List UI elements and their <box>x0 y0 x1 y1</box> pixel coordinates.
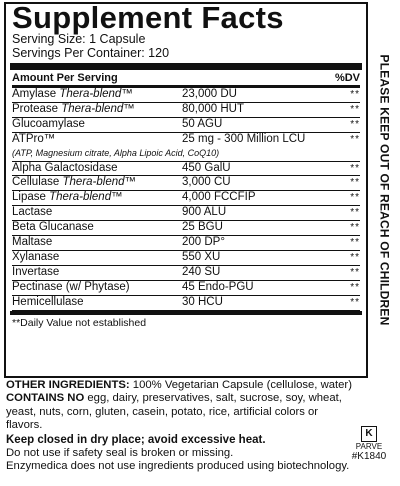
nutrient-dv: ** <box>322 221 360 236</box>
table-row <box>12 295 360 310</box>
nutrient-name <box>12 102 182 117</box>
serving-size: Serving Size: 1 Capsule <box>12 32 146 46</box>
nutrient-amount: 23,000 DU <box>182 88 322 102</box>
table-row <box>12 221 360 236</box>
nutrient-dv: ** <box>322 265 360 280</box>
servings-per-container: Servings Per Container: 120 <box>12 45 170 60</box>
side-warning-text: PLEASE KEEP OUT OF REACH OF CHILDREN <box>377 54 392 326</box>
nutrient-dv: ** <box>322 206 360 221</box>
nutrient-dv: ** <box>322 176 360 191</box>
nutrient-amount: 45 Endo-PGU <box>182 280 322 295</box>
nutrient-dv: ** <box>322 236 360 251</box>
nutrient-dv: ** <box>322 102 360 117</box>
nutrient-name <box>12 236 182 251</box>
dv-footnote: **Daily Value not established <box>12 316 147 329</box>
blend-label: Thera-blend™ <box>62 176 137 189</box>
nutrient-name <box>12 265 182 280</box>
nutrient-dv: ** <box>350 133 360 145</box>
header-amount: Amount Per Serving <box>12 72 118 84</box>
nutrient-name-text: Maltase <box>12 236 53 249</box>
ingredients-info <box>6 379 396 474</box>
thick-rule <box>10 63 362 70</box>
seal-warning: Do not use if safety seal is broken or missing. <box>6 447 234 460</box>
nutrient-amount: 50 AGU <box>182 117 322 132</box>
table-row <box>12 117 360 132</box>
nutrient-name-text: Invertase <box>12 265 60 278</box>
nutrient-name-text: Protease <box>12 102 59 115</box>
kosher-code: #K1840 <box>351 451 387 462</box>
blend-label: Thera-blend™ <box>59 88 133 100</box>
nutrient-dv: ** <box>322 250 360 265</box>
panel-title: Supplement Facts <box>12 0 284 35</box>
other-ingredients-text: 100% Vegetarian Capsule (cellulose, water) <box>129 379 352 391</box>
nutrient-amount: 4,000 FCCFIP <box>182 191 322 206</box>
contains-no-text: egg, dairy, preservatives, salt, sucrose, soy, wheat, yeast, nuts, corn, gluten, casein, potato, rice, artificial colors or flavors. <box>6 392 342 432</box>
table-row <box>12 161 360 176</box>
nutrient-dv: ** <box>322 280 360 295</box>
nutrient-name <box>12 206 182 221</box>
kosher-parve: PARVE <box>355 442 383 451</box>
table-row <box>12 280 360 295</box>
kosher-badge <box>343 426 395 462</box>
table-row <box>12 236 360 251</box>
nutrient-name-text: Pectinase (w/ Phytase) <box>12 280 130 293</box>
nutrient-name-text: Cellulase <box>12 176 60 189</box>
table-row <box>12 88 360 102</box>
nutrient-name-text: Lipase <box>12 191 46 204</box>
nutrient-name <box>12 280 182 295</box>
nutrient-dv: ** <box>322 191 360 206</box>
nutrient-name-text: Glucoamylase <box>12 117 85 130</box>
nutrient-amount: 25 BGU <box>182 221 322 236</box>
nutrient-dv: ** <box>322 88 360 102</box>
nutrient-name <box>12 191 182 206</box>
nutrient-name-text: Hemicellulase <box>12 295 84 308</box>
nutrient-dv: ** <box>322 161 360 176</box>
nutrient-name <box>12 295 182 310</box>
blend-label: Thera-blend™ <box>49 191 123 204</box>
nutrient-dv: ** <box>322 295 360 310</box>
biotech-statement: Enzymedica does not use ingredients produced using biotechnology. <box>6 460 350 473</box>
nutrient-name-text: Amylase <box>12 88 57 100</box>
nutrient-amount: 30 HCU <box>182 295 322 310</box>
nutrient-amount: 450 GalU <box>182 161 322 176</box>
table-row <box>12 206 360 221</box>
nutrient-name <box>12 88 182 102</box>
nutrient-name-text: Alpha Galactosidase <box>12 161 118 174</box>
table-row <box>12 132 360 146</box>
nutrient-name-text: Xylanase <box>12 250 60 263</box>
nutrient-amount: 3,000 CU <box>182 176 322 191</box>
supplement-facts-panel <box>4 2 368 378</box>
table-row <box>12 102 360 117</box>
nutrient-name <box>12 161 182 176</box>
nutrient-name <box>12 221 182 236</box>
other-ingredients-label: OTHER INGREDIENTS: <box>6 379 130 391</box>
table-header <box>12 70 360 88</box>
nutrient-amount: 80,000 HUT <box>182 102 322 117</box>
nutrient-name <box>12 250 182 265</box>
table-row <box>12 191 360 206</box>
contains-no <box>6 392 346 432</box>
facts-table <box>12 88 360 311</box>
other-ingredients <box>6 379 396 392</box>
nutrient-dv: ** <box>322 117 360 132</box>
nutrient-name <box>12 117 182 132</box>
contains-no-label: CONTAINS NO <box>6 392 85 405</box>
nutrient-name <box>12 176 182 191</box>
nutrient-amount: 25 mg - 300 Million LCU <box>182 132 306 145</box>
nutrient-amount: 200 DP° <box>182 236 322 251</box>
nutrient-name-text: Lactase <box>12 206 53 219</box>
atpro-note-row <box>12 147 360 161</box>
nutrient-name <box>12 132 182 146</box>
blend-label: Thera-blend™ <box>61 102 135 115</box>
table-row <box>12 250 360 265</box>
nutrient-amount: 900 ALU <box>182 206 322 221</box>
nutrient-amount: 240 SU <box>182 265 322 280</box>
nutrient-name-text: ATPro™ <box>12 132 56 145</box>
header-dv: %DV <box>334 72 360 84</box>
atpro-note: (ATP, Magnesium citrate, Alpha Lipoic Acid, CoQ10) <box>12 147 360 161</box>
side-warning <box>370 2 398 378</box>
table-row <box>12 176 360 191</box>
table-row <box>12 265 360 280</box>
nutrient-amount: 550 XU <box>182 250 322 265</box>
kosher-k-icon: K <box>361 426 377 442</box>
storage-instruction: Keep closed in dry place; avoid excessive heat. <box>6 433 266 446</box>
nutrient-name-text: Beta Glucanase <box>12 221 94 234</box>
